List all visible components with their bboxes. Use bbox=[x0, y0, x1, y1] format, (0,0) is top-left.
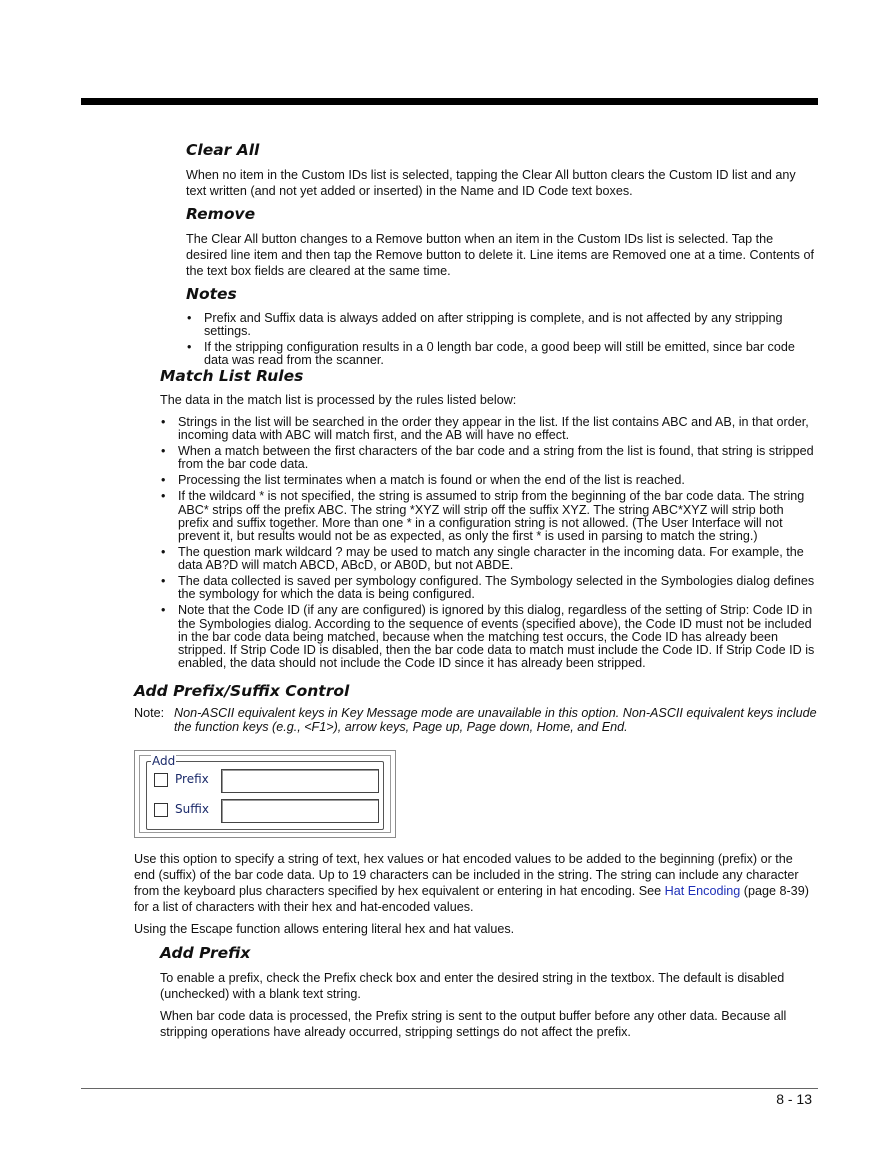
notes-section bbox=[186, 285, 816, 370]
add-prefix-heading: Add Prefix bbox=[160, 944, 251, 962]
remove-section bbox=[186, 205, 816, 279]
footer-rule bbox=[81, 1088, 818, 1089]
note-block bbox=[134, 706, 834, 736]
page-number: 8 - 13 bbox=[776, 1091, 812, 1107]
prefix-suffix-paragraph bbox=[134, 851, 816, 915]
clear-all-section bbox=[186, 141, 816, 199]
notes-item: • Prefix and Suffix data is always added on after stripping is complete, and is not affected by any stripping settings. bbox=[186, 312, 816, 338]
add-prefix-suffix-heading: Add Prefix/Suffix Control bbox=[134, 682, 350, 700]
notes-heading: Notes bbox=[186, 285, 237, 303]
notes-list bbox=[186, 312, 816, 368]
add-prefix-section bbox=[160, 944, 816, 1040]
remove-paragraph: The Clear All button changes to a Remove button when an item in the Custom IDs list is selected. Tap the desired line item and then tap the Remove button to delete it. Line items are Removed one at a time. Contents of the text box fields are cleared at the same time. bbox=[186, 232, 814, 278]
prefix-label: Prefix bbox=[175, 772, 209, 786]
match-list-rules bbox=[160, 416, 816, 670]
rule-item: • The data collected is saved per symbology configured. The Symbology selected in the Symbologies dialog defines the symbology for which the data is being configured. bbox=[160, 575, 816, 601]
add-prefix-paragraph-1: To enable a prefix, check the Prefix check box and enter the desired string in the textbox. The default is disabled (unchecked) with a blank text string. bbox=[160, 971, 785, 1001]
clear-all-paragraph: When no item in the Custom IDs list is selected, tapping the Clear All button clears the Custom ID list and any text written (and not yet added or inserted) in the Name and ID Code text boxes. bbox=[186, 168, 796, 198]
escape-paragraph: Using the Escape function allows entering literal hex and hat values. bbox=[134, 922, 515, 936]
prefix-suffix-description bbox=[134, 851, 816, 937]
hat-encoding-link[interactable]: Hat Encoding bbox=[664, 884, 741, 898]
match-list-intro: The data in the match list is processed by the rules listed below: bbox=[160, 393, 517, 407]
match-list-heading: Match List Rules bbox=[160, 367, 304, 385]
rule-item: • When a match between the first characters of the bar code and a string from the list is found, that string is stripped from the bar code data. bbox=[160, 445, 816, 471]
match-list-section bbox=[160, 367, 816, 673]
rule-item: • Strings in the list will be searched in the order they appear in the list. If the list contains ABC and AB, in that order, incoming data with ABC will match first, and the AB will have no effect. bbox=[160, 416, 816, 442]
rule-item: • Note that the Code ID (if any are configured) is ignored by this dialog, regardless of the setting of Strip: Code ID in the Symbologies dialog. According to the sequence of events (specified above), the Code ID must not be included in the bar code data being matched, because when the matching test occurs, the Code ID has already been stripped. If Strip Code ID is disabled, then the bar code data to match must include the Code ID. If Strip Code ID is enabled, the data should not include the Code ID since it has already been stripped. bbox=[160, 604, 816, 670]
suffix-checkbox[interactable] bbox=[154, 803, 168, 817]
rule-item: • If the wildcard * is not specified, the string is assumed to strip from the beginning of the bar code data. The string ABC* strips off the prefix ABC. The string *XYZ will strip off the suffix XYZ. The string ABC*XYZ will strip both prefix and suffix together. More than one * in a configuration string is not allowed. (The User Interface will not prevent it, but results would not be as expected, as only the first * is used in parsing to match the string.) bbox=[160, 490, 816, 543]
add-prefix-suffix-section bbox=[134, 682, 816, 700]
add-prefix-suffix-dialog bbox=[134, 750, 396, 838]
suffix-label: Suffix bbox=[175, 802, 209, 816]
note-text: Non-ASCII equivalent keys in Key Message mode are unavailable in this option. Non-ASCII equivalent keys include the function keys (e.g., <F1>), arrow keys, Page up, Page down, Home, and End. bbox=[174, 706, 817, 734]
rule-item: • The question mark wildcard ? may be used to match any single character in the incoming data. For example, the data AB?D will match ABCD, ABcD, or AB0D, but not ABDE. bbox=[160, 546, 816, 572]
rule-item: • Processing the list terminates when a match is found or when the end of the list is reached. bbox=[160, 474, 816, 487]
add-group-title: Add bbox=[152, 754, 176, 768]
clear-all-heading: Clear All bbox=[186, 141, 260, 159]
notes-item: • If the stripping configuration results in a 0 length bar code, a good beep will still be emitted, since bar code data was read from the scanner. bbox=[186, 341, 816, 367]
suffix-textbox[interactable] bbox=[221, 799, 379, 823]
header-rule bbox=[81, 98, 818, 105]
prefix-checkbox[interactable] bbox=[154, 773, 168, 787]
prefix-textbox[interactable] bbox=[221, 769, 379, 793]
para-text-before-link: Use this option to specify a string of text, hex values or hat encoded values to be added to the beginning (prefix) or the end (suffix) of the bar code data. Up to 19 characters can be included in the string. The string can include any character from the keyboard plus characters specified by hex equivalent or entering in hat encoding. See bbox=[134, 852, 799, 898]
add-prefix-paragraph-2: When bar code data is processed, the Prefix string is sent to the output buffer before any other data. Because all stripping operations have already occurred, stripping settings do not affect the prefix. bbox=[160, 1009, 787, 1039]
remove-heading: Remove bbox=[186, 205, 256, 223]
para-text-after-link: (page 8-39) for a list of characters with their hex and hat-encoded values. bbox=[134, 884, 809, 914]
note-label: Note: bbox=[134, 706, 165, 720]
